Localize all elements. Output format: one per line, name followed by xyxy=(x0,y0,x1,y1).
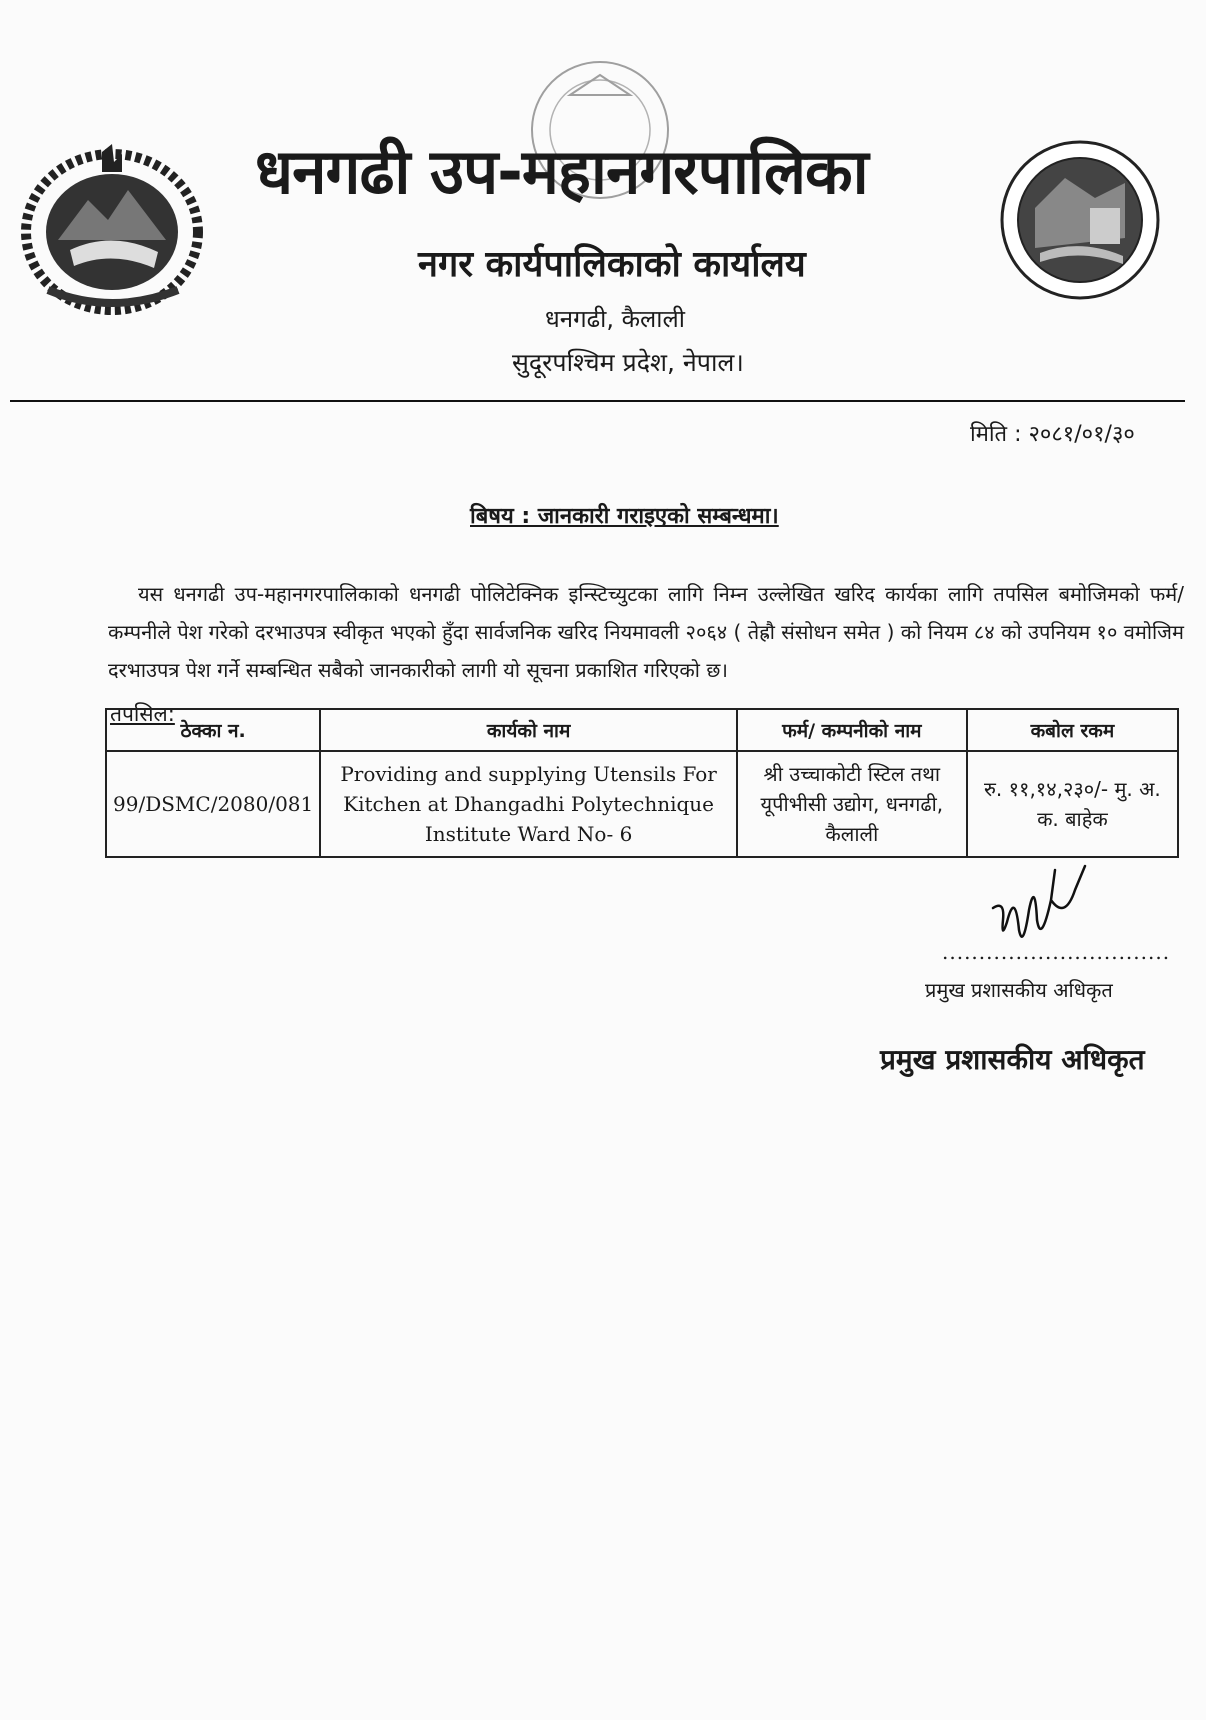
office-name: नगर कार्यपालिकाको कार्यालय xyxy=(418,244,806,285)
header-firm-name: फर्म/ कम्पनीको नाम xyxy=(737,709,967,751)
nepal-coat-of-arms-emblem xyxy=(18,140,206,315)
signatory-title: प्रमुख प्रशासकीय अधिकृत xyxy=(925,978,1113,1002)
details-label: तपसिल: xyxy=(110,702,175,726)
office-province: सुदूरपश्चिम प्रदेश, नेपाल। xyxy=(512,348,744,377)
cell-firm-name: श्री उच्चाकोटी स्टिल तथा यूपीभीसी उद्योग, धनगढी, कैलाली xyxy=(737,751,967,857)
header-contract-no: ठेक्का न. xyxy=(106,709,320,751)
municipality-title: धनगढी उप-महानगरपालिका xyxy=(255,135,868,208)
table-row xyxy=(106,751,1178,857)
cell-contract-no: 99/DSMC/2080/081 xyxy=(106,751,320,857)
signatory-stamp: प्रमुख प्रशासकीय अधिकृत xyxy=(880,1043,1145,1076)
letter-date: मिति : २०८१/०१/३० xyxy=(970,422,1135,447)
header-work-name: कार्यको नाम xyxy=(320,709,737,751)
header-divider xyxy=(10,400,1185,402)
office-place: धनगढी, कैलाली xyxy=(545,305,685,333)
letter-subject: बिषय : जानकारी गराइएको सम्बन्धमा। xyxy=(470,504,779,529)
letter-body: यस धनगढी उप-महानगरपालिकाको धनगढी पोलिटेक्निक इन्स्टिच्युटका लागि निम्न उल्लेखित खरिद कार्यका लागि तपसिल बमोजिमको फर्म/ कम्पनीले पेश गरेको दरभाउपत्र स्वीकृत भएको हुँदा सार्वजनिक खरिद नियमावली २०६४ ( तेह्रौ संसोधन समेत ) को नियम ८४ को उपनियम १० वमोजिम दरभाउपत्र पेश गर्ने सम्बन्धित सबैको जानकारीको लागी यो सूचना प्रकाशित गरिएको छ। xyxy=(108,582,1184,682)
contract-table xyxy=(105,708,1179,858)
signature-line: ............................... xyxy=(942,940,1171,964)
dhangadhi-municipality-logo xyxy=(995,138,1165,303)
cell-bid-amount: रु. ११,१४,२३०/- मु. अ. क. बाहेक xyxy=(967,751,1178,857)
table-header-row xyxy=(106,709,1178,751)
header-bid-amount: कबोल रकम xyxy=(967,709,1178,751)
cell-work-name: Providing and supplying Utensils For Kitchen at Dhangadhi Polytechnique Institute Ward No- 6 xyxy=(320,751,737,857)
